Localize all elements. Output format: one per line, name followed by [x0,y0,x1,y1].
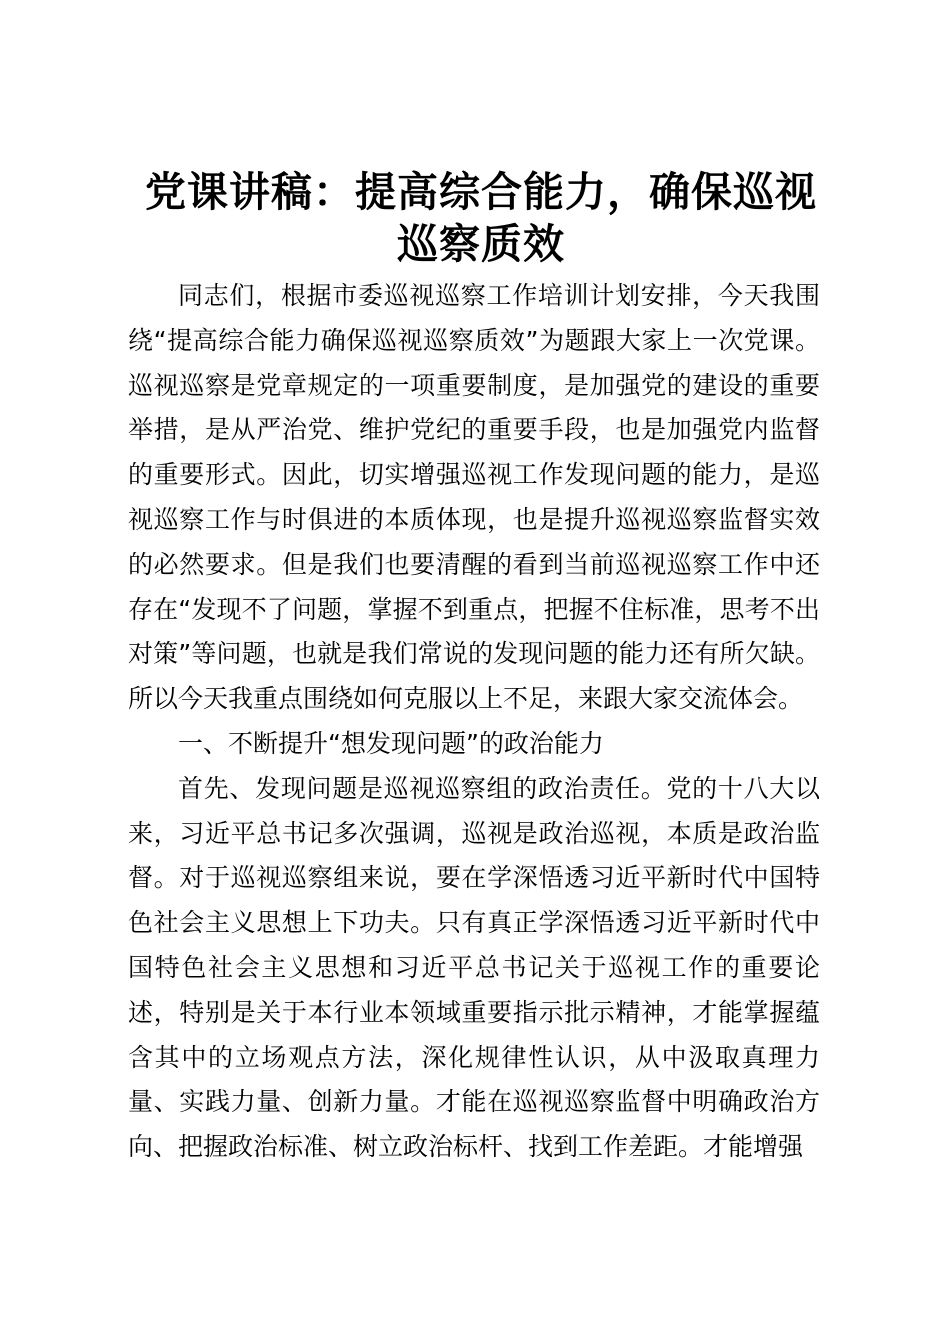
paragraph-intro: 同志们，根据市委巡视巡察工作培训计划安排，今天我围绕“提高综合能力确保巡视巡察质效”为题跟大家上一次党课。巡视巡察是党章规定的一项重要制度，是加强党的建设的重要举措，是从严治党、维护党纪的重要手段，也是加强党内监督的重要形式。因此，切实增强巡视工作发现问题的能力，是巡视巡察工作与时俱进的本质体现，也是提升巡视巡察监督实效的必然要求。但是我们也要清醒的看到当前巡视巡察工作中还存在“发现不了问题，掌握不到重点，把握不住标准，思考不出对策”等问题，也就是我们常说的发现问题的能力还有所欠缺。所以今天我重点围绕如何克服以上不足，来跟大家交流体会。 [128,281,820,714]
paragraph-section-1: 首先、发现问题是巡视巡察组的政治责任。党的十八大以来，习近平总书记多次强调，巡视是政治巡视，本质是政治监督。对于巡视巡察组来说，要在学深悟透习近平新时代中国特色社会主义思想上下功夫。只有真正学深悟透习近平新时代中国特色社会主义思想和习近平总书记关于巡视工作的重要论述，特别是关于本行业本领域重要指示批示精神，才能掌握蕴含其中的立场观点方法，深化规律性认识，从中汲取真理力量、实践力量、创新力量。才能在巡视巡察监督中明确政治方向、把握政治标准、树立政治标杆、找到工作差距。才能增强 [128,773,820,1162]
section-heading-1: 一、不断提升“想发现问题”的政治能力 [178,728,604,758]
document-title: 党课讲稿：提高综合能力，确保巡视巡察质效 [145,168,817,268]
document-body [128,274,820,1170]
